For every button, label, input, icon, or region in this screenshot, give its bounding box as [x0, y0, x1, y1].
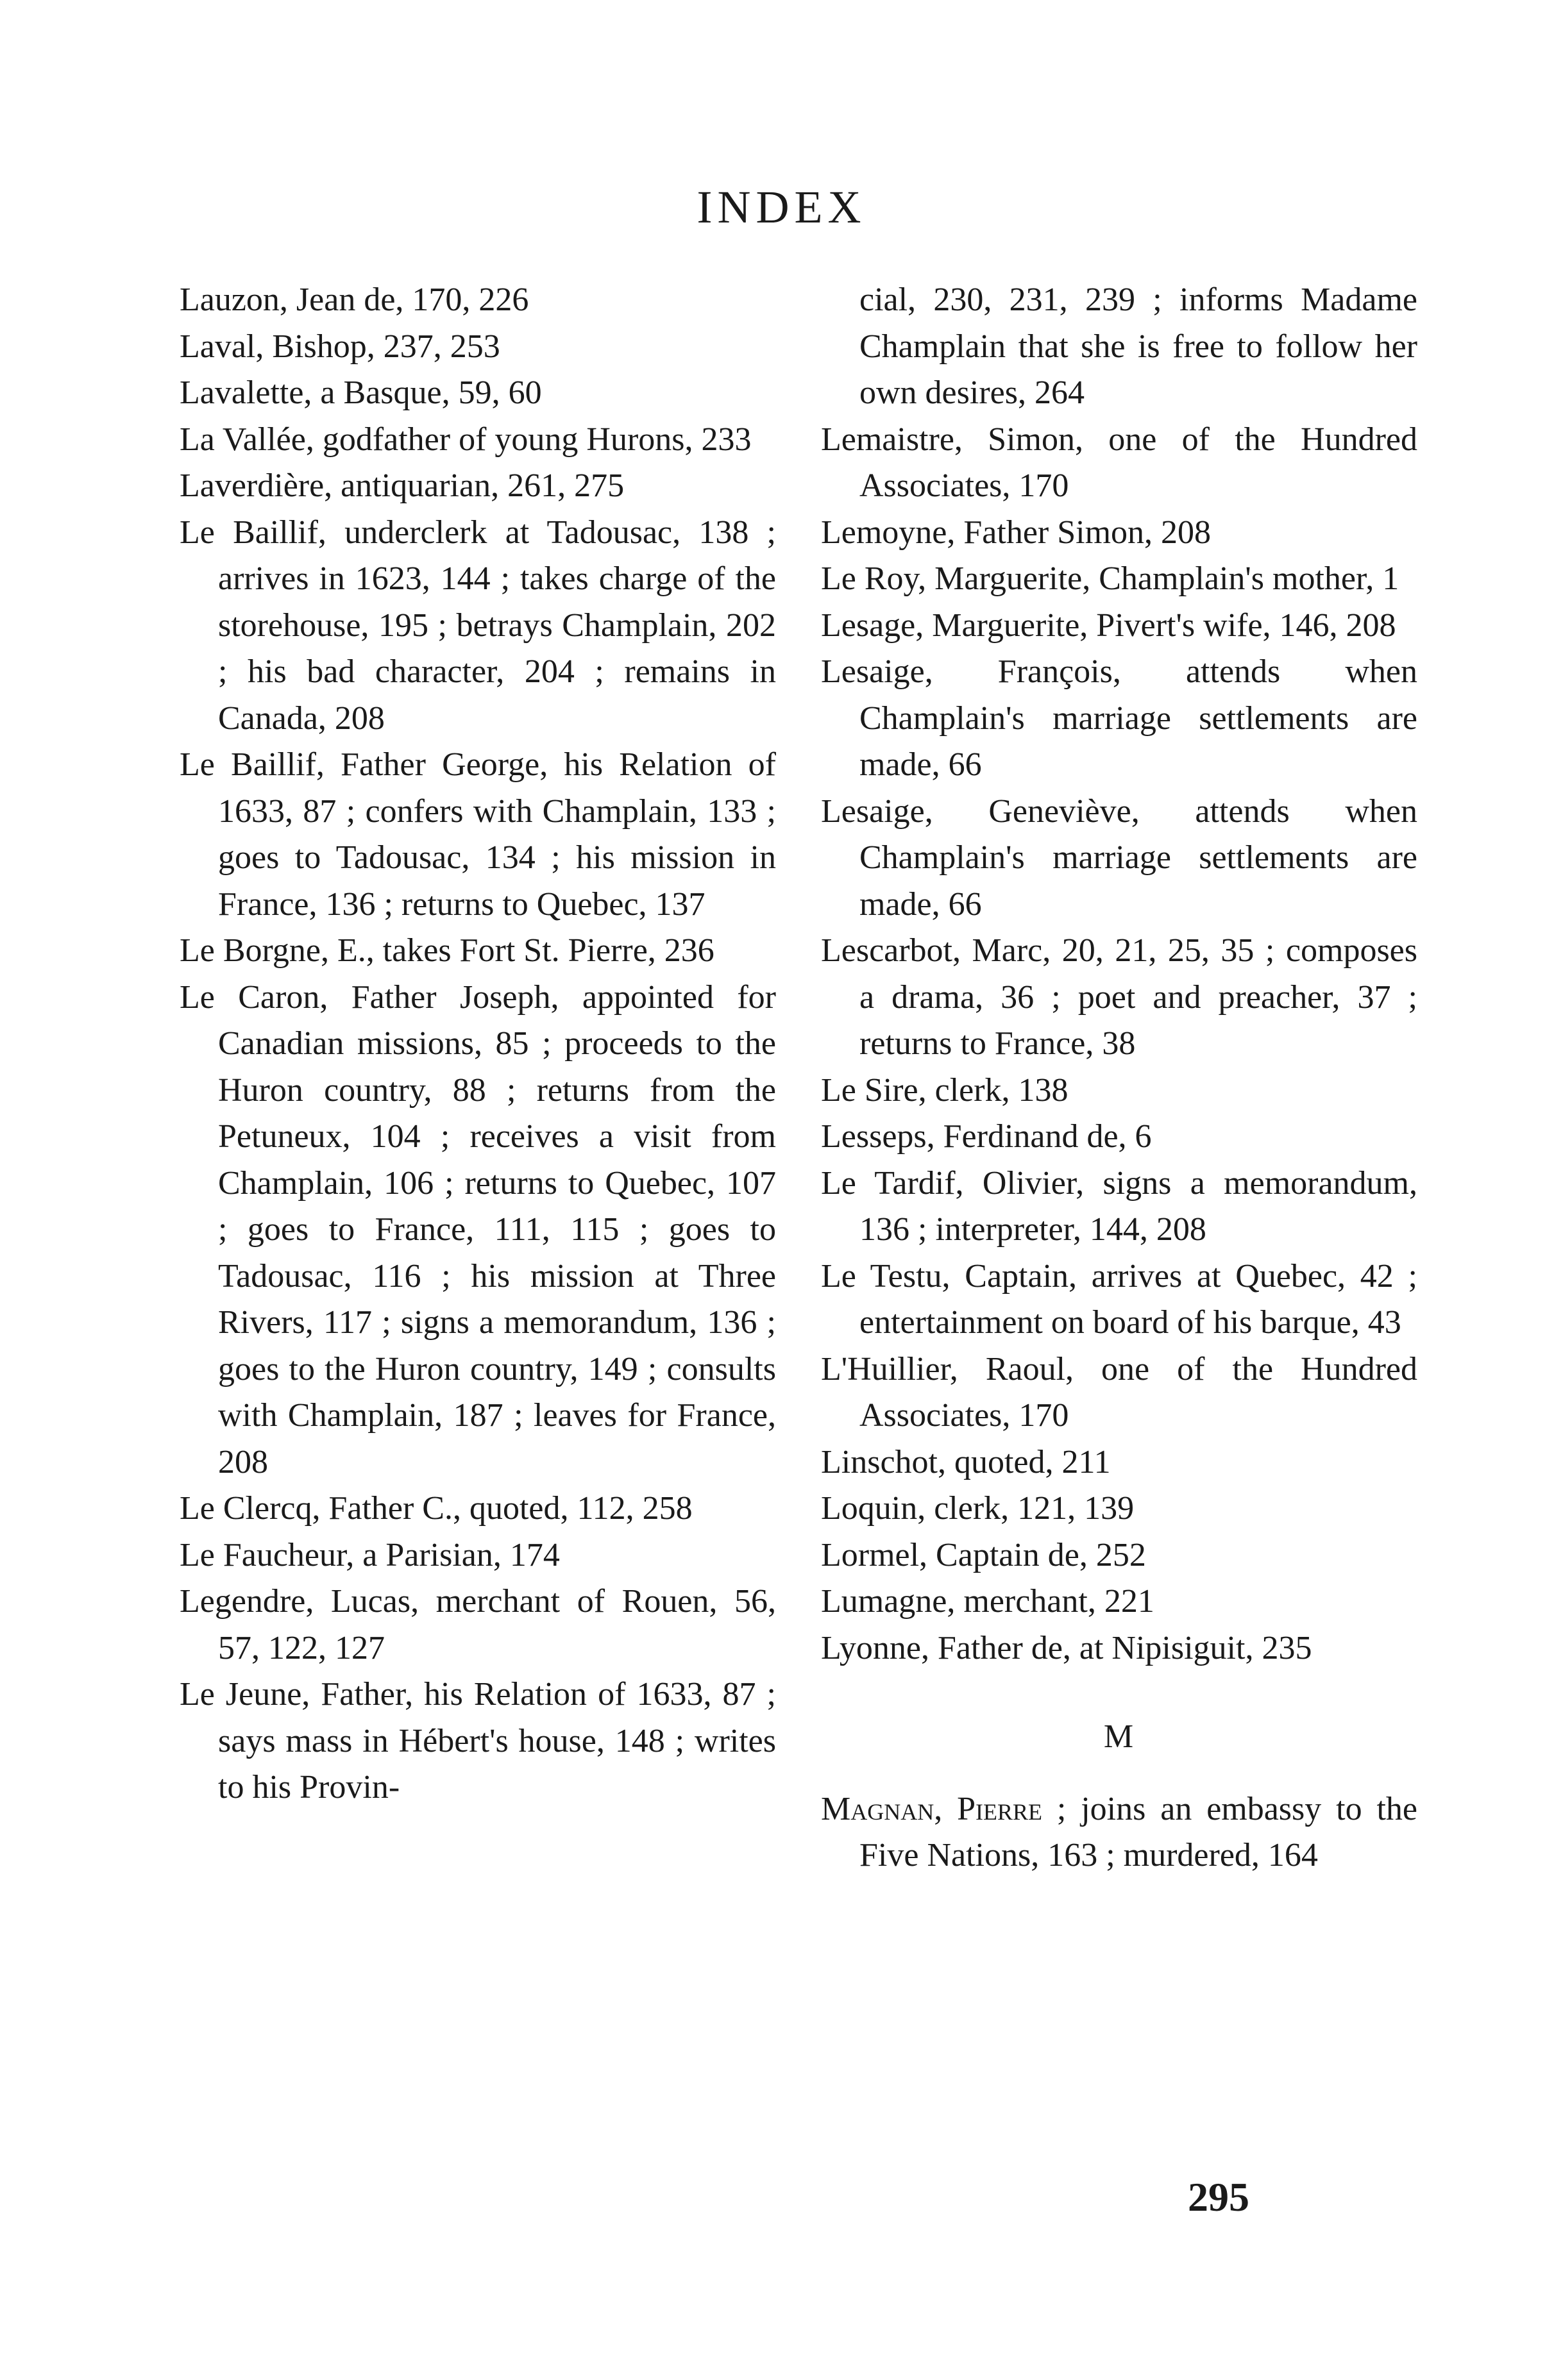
continued-entry: cial, 230, 231, 239 ; informs Madame Champlain that she is free to follow her own desires, 264 [859, 281, 1417, 411]
index-entry: Lesage, Marguerite, Pivert's wife, 146, 208 [821, 607, 1396, 644]
index-entry: Loquin, clerk, 121, 139 [821, 1490, 1135, 1527]
index-entry: Lesaige, François, attends when Champlain's marriage settlements are made, 66 [821, 653, 1417, 783]
index-entry: Lemaistre, Simon, one of the Hundred Associates, 170 [821, 421, 1417, 504]
index-entry: Le Jeune, Father, his Relation of 1633, 87 ; says mass in Hébert's house, 148 ; writes to his Provin- [180, 1676, 776, 1806]
page-number: 295 [1188, 2174, 1249, 2220]
index-entry: Laval, Bishop, 237, 253 [180, 328, 500, 365]
index-entry: Lyonne, Father de, at Nipisiguit, 235 [821, 1629, 1312, 1666]
index-entry: Lormel, Captain de, 252 [821, 1536, 1146, 1573]
index-entry: Le Roy, Marguerite, Champlain's mother, 1 [821, 560, 1399, 597]
index-entry: Lumagne, merchant, 221 [821, 1583, 1154, 1620]
index-entry: Le Caron, Father Joseph, appointed for Canadian missions, 85 ; proceeds to the Huron country, 88 ; returns from the Petuneux, 104 ; receives a visit from Champlain, 106 ; returns to Quebec, 107 ; goes to France, 111, 115 ; goes to Tadousac, 116 ; his mission at Three Rivers, 117 ; signs a memorandum, 136 ; goes to the Huron country, 149 ; consults with Champlain, 187 ; leaves for France, 208 [180, 978, 776, 1480]
index-entry: Laverdière, antiquarian, 261, 275 [180, 467, 625, 504]
section-letter: M [1103, 1718, 1135, 1755]
index-entry: Lauzon, Jean de, 170, 226 [180, 281, 529, 318]
index-entry: Lesseps, Ferdinand de, 6 [821, 1118, 1152, 1155]
index-entry: Linschot, quoted, 211 [821, 1443, 1111, 1480]
index-entry: Lavalette, a Basque, 59, 60 [180, 374, 542, 411]
index-entry: L'Huillier, Raoul, one of the Hundred Associates, 170 [821, 1350, 1417, 1434]
index-entry: Le Baillif, underclerk at Tadousac, 138 ; arrives in 1623, 144 ; takes charge of the storehouse, 195 ; betrays Champlain, 202 ; his bad character, 204 ; remains in Canada, 208 [180, 514, 776, 737]
right-entry-list [821, 417, 1417, 1672]
index-entry: Le Tardif, Olivier, signs a memorandum, 136 ; interpreter, 144, 208 [821, 1164, 1417, 1248]
index-entry: Le Baillif, Father George, his Relation of 1633, 87 ; confers with Champlain, 133 ; goes to Tadousac, 134 ; his mission in France, 136 ; returns to Quebec, 137 [180, 746, 776, 923]
page-title: INDEX [697, 181, 866, 233]
entry-text: ; joins an embassy to the Five Nations, 163 ; murdered, 164 [859, 1790, 1418, 1873]
index-entry: Lesaige, Geneviève, attends when Champlain's marriage settlements are made, 66 [821, 792, 1417, 923]
entry-heading: Magnan, Pierre [821, 1790, 1043, 1827]
index-entry: Le Testu, Captain, arrives at Quebec, 42 ; entertainment on board of his barque, 43 [821, 1257, 1417, 1341]
index-entry: Lescarbot, Marc, 20, 21, 25, 35 ; composes a drama, 36 ; poet and preacher, 37 ; returns to France, 38 [821, 932, 1417, 1062]
index-entry-magnan [821, 1786, 1417, 1879]
index-entry: Le Borgne, E., takes Fort St. Pierre, 236 [180, 932, 714, 969]
index-entry: La Vallée, godfather of young Hurons, 233 [180, 421, 752, 458]
index-entry: Le Clercq, Father C., quoted, 112, 258 [180, 1490, 693, 1527]
index-entry: Le Faucheur, a Parisian, 174 [180, 1536, 560, 1573]
index-entry: Lemoyne, Father Simon, 208 [821, 514, 1212, 551]
index-entry: Legendre, Lucas, merchant of Rouen, 56, 57, 122, 127 [180, 1583, 776, 1666]
right-column [821, 277, 1417, 1879]
index-entry: Le Sire, clerk, 138 [821, 1071, 1069, 1109]
left-column [180, 277, 776, 1811]
